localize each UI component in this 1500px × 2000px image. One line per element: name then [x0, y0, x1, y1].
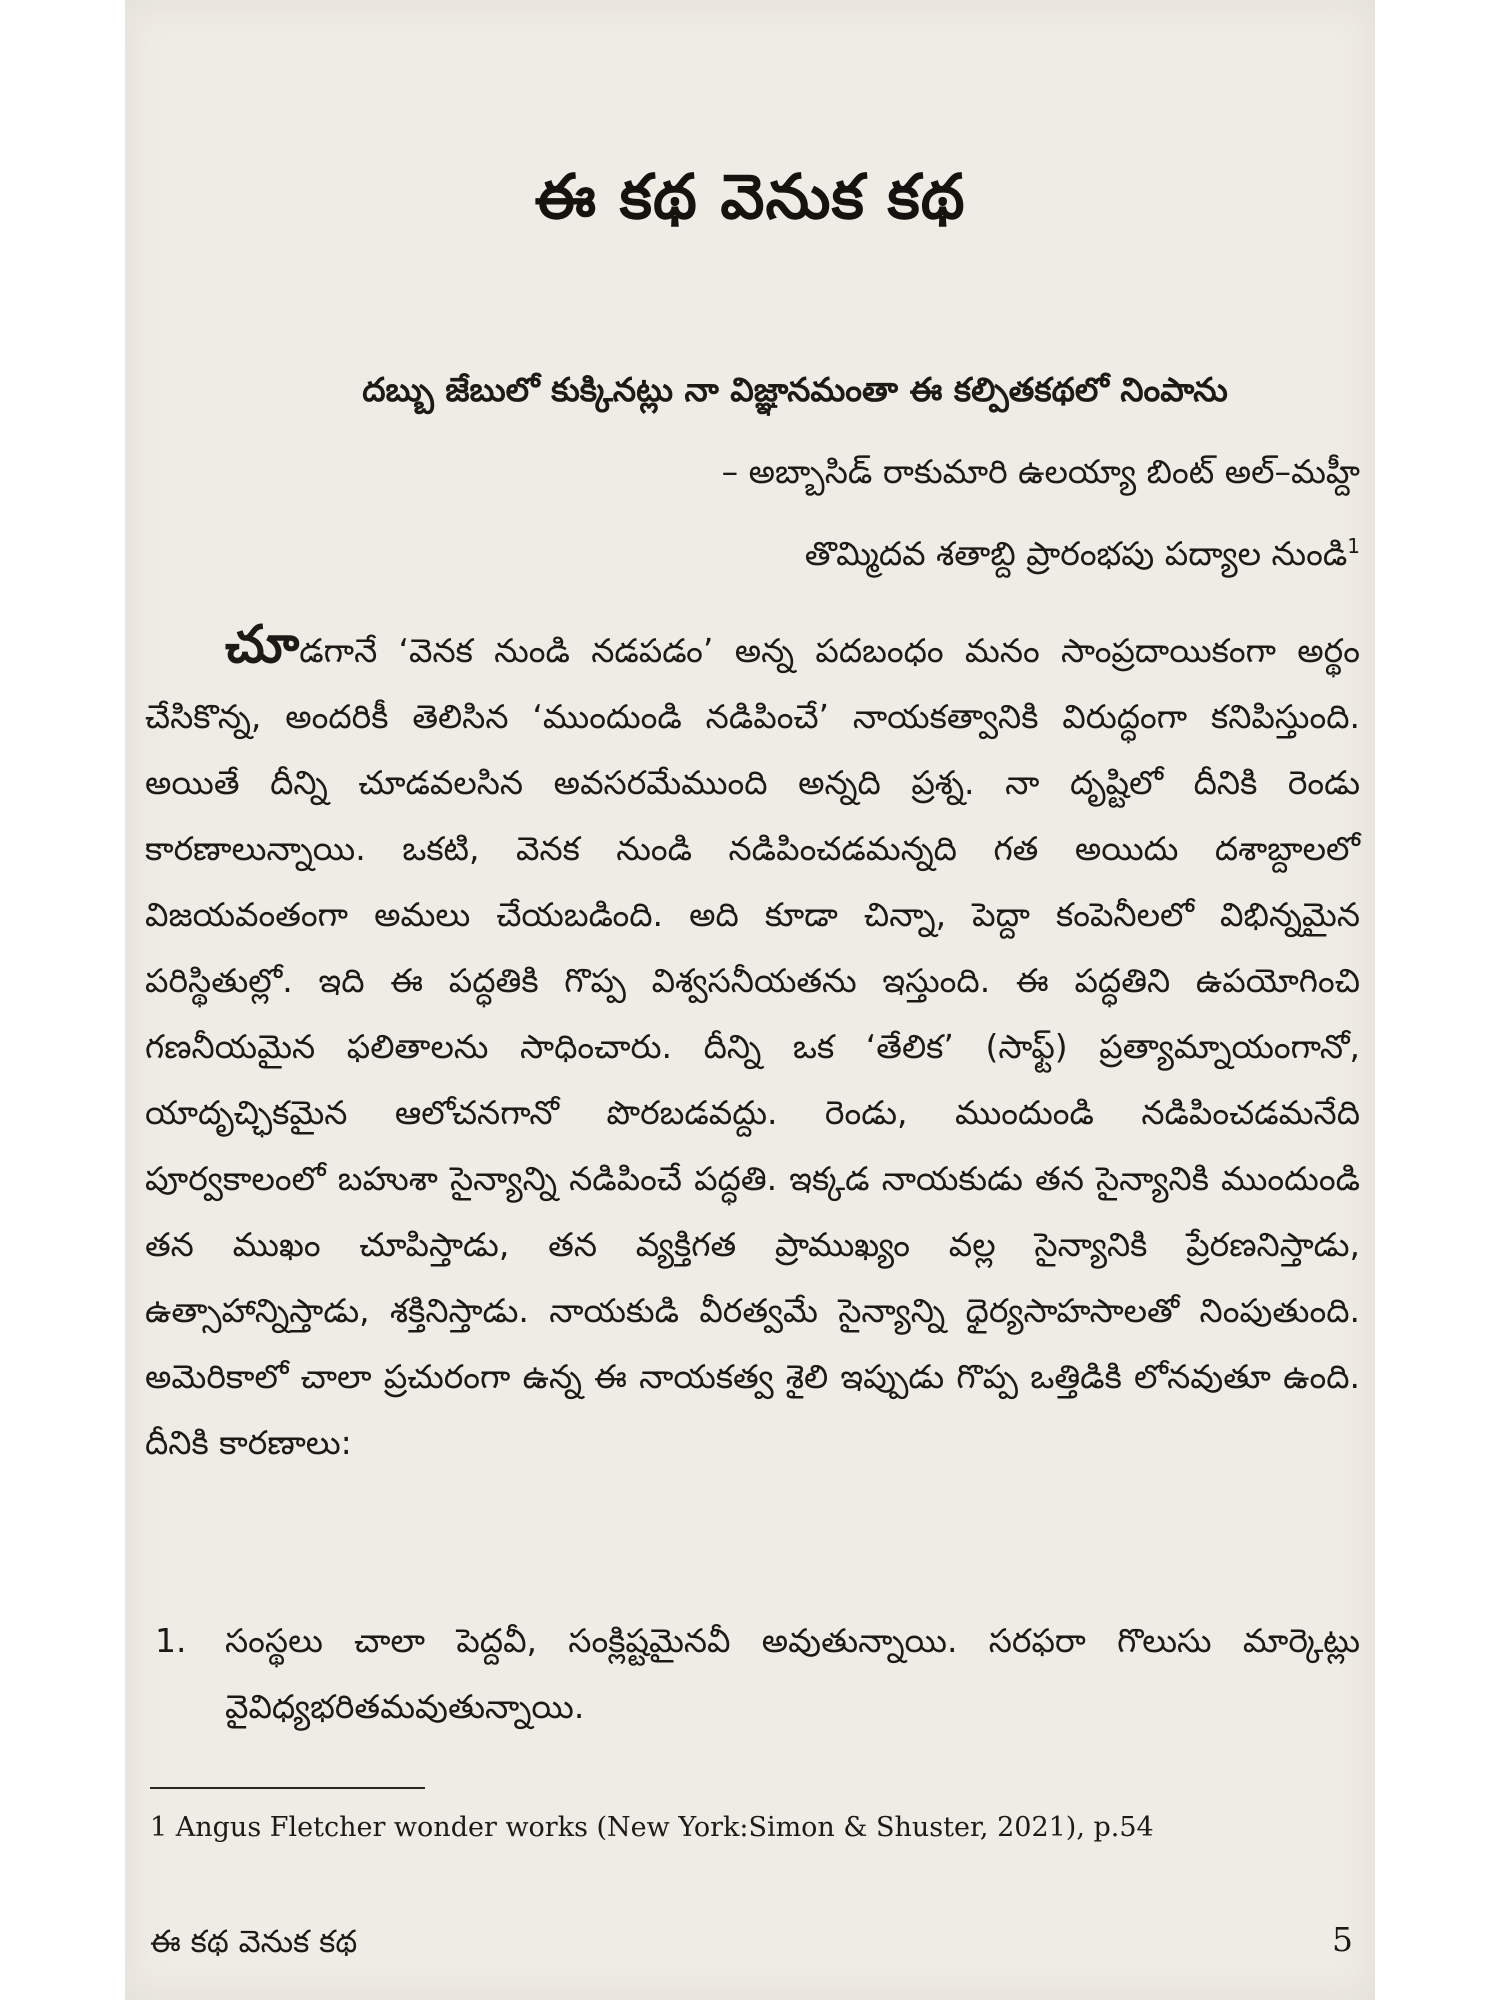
- book-page: [125, 0, 1375, 2000]
- footnote-reference[interactable]: 1: [1347, 534, 1360, 558]
- list-item-text: సంస్థలు చాలా పెద్దవీ, సంక్లిష్టమైనవీ అవుతున్నాయి. సరఫరా గొలుసు మార్కెట్లు వైవిధ్యభరితమవుతున్నాయి.: [225, 1621, 1360, 1726]
- epigraph-quote: దబ్బు జేబులో కుక్కినట్లు నా విజ్ఞానమంతా ఈ కల్పితకథలో నింపాను: [362, 370, 1228, 409]
- epigraph-attribution: – అబ్బాసిడ్ రాకుమారి ఉలయ్యా బింట్ అల్–మహ్దీ: [721, 452, 1360, 491]
- list-item: [155, 1608, 1360, 1740]
- running-head: ఈ కథ వెనుక కథ: [150, 1924, 358, 1960]
- footnote-divider: [150, 1787, 425, 1789]
- epigraph-source-text: తొమ్మిదవ శతాబ్ది ప్రారంభపు పద్యాల నుండి: [804, 534, 1348, 573]
- drop-cap: చూ: [225, 615, 300, 675]
- body-paragraph: [145, 612, 1360, 1476]
- paragraph-text: డగానే ‘వెనక నుండి నడపడం’ అన్న పదబంధం మనం సాంప్రదాయికంగా అర్థం చేసికొన్న, అందరికీ తెలిసిన ‘ముందుండి నడిపించే’ నాయకత్వానికి విరుద్ధంగా కనిపిస్తుంది. అయితే దీన్ని చూడవలసిన అవసరమేముంది అన్నది ప్రశ్న. నా దృష్టిలో దీనికి రెండు కారణాలున్నాయి. ఒకటి, వెనక నుండి నడిపించడమన్నది గత అయిదు దశాబ్దాలలో విజయవంతంగా అమలు చేయబడింది. అది కూడా చిన్నా, పెద్దా కంపెనీలలో విభిన్నమైన పరిస్థితుల్లో. ఇది ఈ పద్ధతికి గొప్ప విశ్వసనీయతను ఇస్తుంది. ఈ పద్ధతిని ఉపయోగించి గణనీయమైన ఫలితాలను సాధించారు. దీన్ని ఒక ‘తేలిక’ (సాఫ్ట్) ప్రత్యామ్నాయంగానో, యాదృచ్ఛికమైన ఆలోచనగానో పొరబడవద్దు. రెండు, ముందుండి నడిపించడమనేది పూర్వకాలంలో బహుశా సైన్యాన్ని నడిపించే పద్ధతి. ఇక్కడ నాయకుడు తన సైన్యానికి ముందుండి తన ముఖం చూపిస్తాడు, తన వ్యక్తిగత ప్రాముఖ్యం వల్ల సైన్యానికి ప్రేరణనిస్తాడు, ఉత్సాహాన్నిస్తాడు, శక్తినిస్తాడు. నాయకుడి వీరత్వమే సైన్యాన్ని ధైర్యసాహసాలతో నింపుతుంది. అమెరికాలో చాలా ప్రచురంగా ఉన్న ఈ నాయకత్వ శైలి ఇప్పుడు గొప్ప ఒత్తిడికి లోనవుతూ ఉంది. దీనికి కారణాలు:: [145, 631, 1360, 1462]
- chapter-title: ఈ కథ వెనుక కథ: [534, 160, 966, 233]
- epigraph-source: [220, 522, 1370, 578]
- list-item-number: 1.: [155, 1621, 187, 1660]
- page-number: 5: [1332, 1920, 1353, 1959]
- footnote: 1 Angus Fletcher wonder works (New York:Simon & Shuster, 2021), p.54: [150, 1812, 1154, 1843]
